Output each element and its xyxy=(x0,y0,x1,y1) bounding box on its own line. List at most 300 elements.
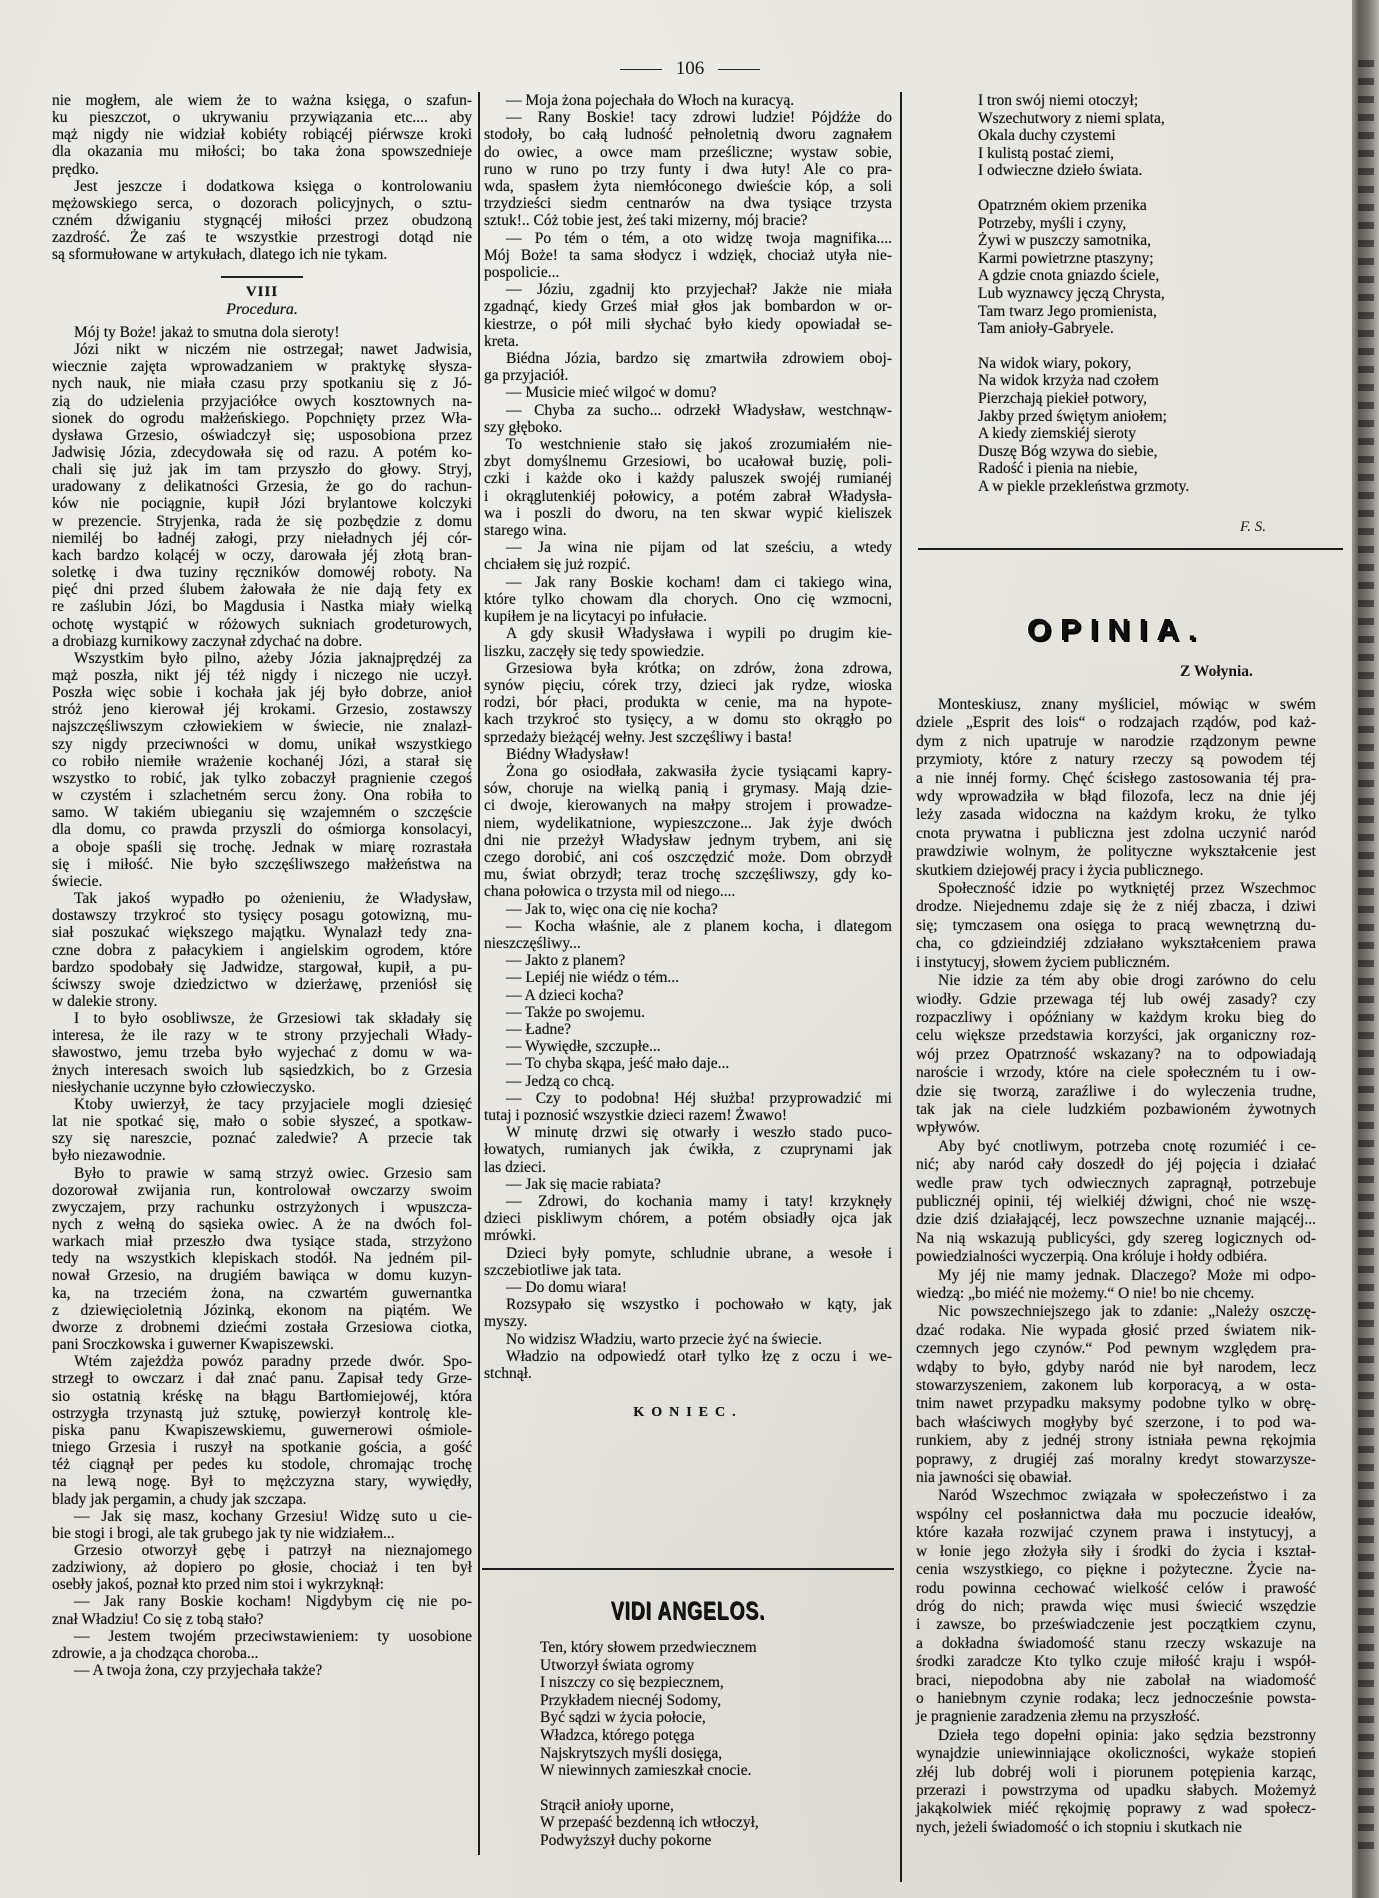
text-line: dróg do nich; prawda więc musi świecić wszędzie xyxy=(916,1597,1316,1615)
text-line: wdąby to było, gdyby naród nie był narodem, lecz xyxy=(916,1358,1316,1376)
text-line: powiedzialności wyczerpią. Ona króluje i hołdy odbiéra. xyxy=(916,1248,1268,1266)
text-line: Aby być cnotliwym, potrzeba cnotę rozumiéć i ce- xyxy=(938,1137,1316,1155)
text-line: wiedzą: „bo miéć nie możemy.“ O nie! bo nie chcemy. xyxy=(916,1285,1255,1302)
text-line: myszy. xyxy=(484,1313,528,1331)
text-line: ka, na trzeciém żona, na czwartém guwernantka xyxy=(52,1284,472,1302)
text-line: — A dzieci kocha? xyxy=(506,986,624,1004)
poem-title: VIDI ANGELOS. xyxy=(610,1597,766,1625)
poem-line: Być sądzi w życia połocie, xyxy=(540,1709,706,1727)
text-line: Nie idzie za tém aby obie drogi zarówno do celu xyxy=(938,972,1316,990)
paragraph xyxy=(484,1245,892,1279)
poem-line: I niszczy co się bezpiecznem, xyxy=(540,1674,724,1692)
text-line: Naród Wszechmoc związała w społeczeństwo i za xyxy=(938,1487,1316,1505)
text-line: I to było osobliwsze, że Grzesiowi tak składały się xyxy=(74,1010,472,1028)
text-line: braci, niepodobna aby nie zabolał na wiadomość xyxy=(916,1671,1316,1689)
poem-line: I odwieczne dzieło świata. xyxy=(978,162,1143,180)
text-line: mu, świat obrzydł; teraz trochę szczęśliwszy, gdy ko- xyxy=(484,866,892,884)
text-line: — Jestem twojém przeciwstawieniem: ty uosobione xyxy=(74,1627,472,1645)
paragraph xyxy=(52,1010,472,1096)
text-line: téż ciągnął per pedes ku stodole, chromając trochę xyxy=(52,1456,472,1474)
text-line: które tylko chowam dla chorych. Ono cię wzmocni, xyxy=(484,590,892,608)
poem-line: Lub wyznawcy jęczą Chrysta, xyxy=(978,284,1165,302)
text-line: Biédny Władysław! xyxy=(506,745,630,763)
text-line: najszczęśliwszym człowiekiem w świecie, nie znalazł- xyxy=(52,718,472,736)
text-line: dworze z drobnemi dziećmi została Grzesiowa ciotka, xyxy=(52,1318,472,1336)
text-line: i instytucyj, słowem życiem publiczném. xyxy=(916,953,1170,971)
paragraph xyxy=(484,402,892,436)
text-line: My jéj nie mamy jednak. Dlaczego? Może mi odpo- xyxy=(938,1266,1316,1284)
article-title: OPINIA. xyxy=(1026,612,1206,647)
text-line: kach trzykroć sto tysięcy, a w domu sto okrągło po xyxy=(484,711,892,729)
text-line: — Ładne? xyxy=(506,1020,571,1038)
text-line: bardzo spodobały się Jadwidze, stargował, kupił, a pu- xyxy=(52,958,472,976)
text-line: tnim nawet przypadku maksymy podobne tylko w obrę- xyxy=(916,1395,1316,1413)
text-line: wynajdzie uniewinniające okoliczności, wykaże stopień xyxy=(916,1745,1316,1763)
text-line: Tak jakoś wypadło po ożenieniu, że Władysław, xyxy=(74,890,472,908)
text-line: czki i każde oko i każdy paluszek swojéj rumianéj xyxy=(484,470,892,488)
text-line: Jest jeszcze i dodatkowa księga o kontrolowaniu xyxy=(74,177,472,195)
text-line: prawdziwie wolnym, że polityczne wykształcenie jest xyxy=(916,843,1316,861)
text-line: stróż jeno kierował jéj krokami. Grzesio, zostawszy xyxy=(52,701,472,719)
text-line: wiodły. Gdzie przewaga téj lub owéj zasady? czy xyxy=(916,990,1316,1008)
text-line: nia jawności się obawiał. xyxy=(916,1469,1072,1487)
text-line: chali się już jak im tam przyszło do głowy. Stryj, xyxy=(52,461,472,479)
paragraph xyxy=(52,341,472,650)
text-line: Nic powszechniejszego jak to zdanie: „Należy oszczę- xyxy=(938,1303,1316,1321)
poem-line: Przykładem niecnéj Sodomy, xyxy=(540,1691,722,1709)
poem-line: Ten, który słowem przedwiecznem xyxy=(540,1639,757,1656)
paragraph xyxy=(916,1267,1316,1304)
paragraph xyxy=(484,1038,892,1055)
paragraph xyxy=(484,539,892,573)
text-line: — Jak to, więc ona cię nie kocha? xyxy=(506,900,718,918)
text-line: siał poszukać większego majątku. Wynalazł tedy zna- xyxy=(52,924,472,942)
poem-stanza xyxy=(540,1639,880,1780)
paragraph xyxy=(484,436,892,539)
text-line: dziele „Esprit des lois“ o rodzajach rządów, pod każ- xyxy=(916,714,1316,732)
text-line: Grzesiowa była krótka; on zdrów, żona zdrowa, xyxy=(506,659,892,677)
text-line: Władzio na odpowiedź otarł tylko łzę z oczu i we- xyxy=(506,1347,892,1365)
text-line: zią do udzielenia przyjaciółce owych kosztownych na- xyxy=(52,392,472,410)
paragraph xyxy=(484,230,892,282)
text-line: mąż nigdy nie widział kobiéty robiącéj piérwsze kroki xyxy=(52,126,472,144)
text-line: wda, spasłem żyta niemłóconego dwieście kóp, a soli xyxy=(484,178,892,196)
text-line: — Rany Boskie! tacy zdrowi ludzie! Pójdźże do xyxy=(506,109,892,127)
text-line: re zaślubin Józi, bo Magdusia i Nastka miały wielką xyxy=(52,598,472,616)
text-line: niem, wydelikatnione, wypieszczone... Jak żyje dwóch xyxy=(484,814,892,832)
text-line: — Musicie mieć wilgoć w domu? xyxy=(506,384,717,402)
page-number-dash-right xyxy=(718,69,760,71)
paragraph xyxy=(484,918,892,952)
text-line: nował Grzesio, na drugiém bawiąca w domu kuzyn- xyxy=(52,1267,472,1285)
text-line: rodzi, bór płaci, produkta w cenie, ma na hypote- xyxy=(484,694,892,712)
text-line: — Jedzą co chcą. xyxy=(506,1072,615,1090)
paragraph xyxy=(484,1348,892,1382)
paragraph xyxy=(484,92,892,109)
text-line: Biédna Józia, bardzo się zmartwiła zdrowiem oboj- xyxy=(506,350,892,368)
chapter-number: VIII xyxy=(245,283,279,300)
text-line: Grzesio otworzył gębę i patrzył na nieznajomego xyxy=(74,1541,472,1559)
text-line: szy się nareszcie, poznać zaledwie? A przecie tak xyxy=(52,1130,472,1148)
text-line: Mój ty Boże! jakaż to smutna dola sieroty! xyxy=(74,323,340,341)
poem-line: Jakby przed świętym aniołem; xyxy=(978,407,1167,425)
text-line: drodze. Niejednemu zdaje się że z niéj zbacza, i dziwi xyxy=(916,898,1316,916)
text-line: czego dorobić, ani coś oszczędzić może. Dom obrzydł xyxy=(484,848,892,866)
text-line: łowatych, rumianych jak ćwikła, z czuprynami jak xyxy=(484,1141,892,1159)
poem-line: Opatrzném okiem przenika xyxy=(978,196,1147,214)
text-line: zazdrość. Że zaś te wszystkie przestrogi dotąd nie xyxy=(52,229,472,247)
paragraph xyxy=(484,1021,892,1038)
text-line: przymioty, które z natury rzeczy są powodem téj xyxy=(916,751,1316,769)
text-line: leży zasada widoczna na każdym kroku, że tylko xyxy=(916,806,1316,824)
text-line: To westchnienie stało się jakoś zrozumiałém nie- xyxy=(506,436,892,454)
paragraph xyxy=(484,1073,892,1090)
text-line: soletkę i dwa tuziny ręczników domowéj roboty. Na xyxy=(52,564,472,582)
text-line: mąż poszła, nikt jéj téż nigdy i niczego nie uczył. xyxy=(52,667,472,684)
paragraph xyxy=(52,1165,472,1354)
poem-line: Radość i pienia na niebie, xyxy=(978,460,1138,478)
text-line: kupiłem je na licytacyi po infułacie. xyxy=(484,608,707,626)
text-line: skutkiem dziejowéj pracy i życia publicznego. xyxy=(916,861,1204,879)
chapter-heading xyxy=(52,276,472,318)
text-line: strzegł to owczarz i dał znać panu. Zapisał tedy Grze- xyxy=(52,1370,472,1388)
text-line: ostrzygła trzynastą już sztukę, powierzył kontrolę kle- xyxy=(52,1404,472,1422)
text-line: Było to prawie w samą strzyż owiec. Grzesio sam xyxy=(74,1164,472,1182)
poem-column-middle xyxy=(540,1639,880,1867)
text-line: zadziwiony, aż dopiero po głosie, chociaż i ten był xyxy=(52,1559,472,1577)
poem-line: A gdzie cnota gniazdo ściele, xyxy=(978,267,1160,285)
page-number-text: 106 xyxy=(675,58,705,79)
text-line: dla domu, co prawda przyszli do ośmiorga konsolacyi, xyxy=(52,821,472,839)
paragraph xyxy=(484,1331,892,1348)
paragraph xyxy=(916,972,1316,1138)
poem-line: Władzca, którego potęga xyxy=(540,1726,695,1744)
text-line: — Jak się masz, kochany Grzesiu! Widzę suto u cie- xyxy=(74,1507,472,1525)
paragraph xyxy=(916,696,1316,880)
poem-line: W niewinnych zamieszkał cnocie. xyxy=(540,1762,752,1780)
text-line: warkach miał przeszło dwa tysiące stada, strzyżono xyxy=(52,1233,472,1251)
poem-stanza xyxy=(978,92,1318,180)
text-line: dzie się tworzą, zaraźliwe i do wyleczenia trudne, xyxy=(916,1082,1316,1100)
text-line: kreta. xyxy=(484,332,519,350)
text-line: się; tymczasem ona osięga to pracą wewnętrzną du- xyxy=(916,916,1316,934)
text-line: cha, co gdzieindziéj zdziałano wykształceniem prawa xyxy=(916,935,1316,953)
poem-line: Pierzchają piekieł potwory, xyxy=(978,389,1148,407)
paragraph xyxy=(484,1004,892,1021)
poem-line: I kulistą postać ziemi, xyxy=(978,144,1115,162)
text-line: cenia wszystkiego, co piękne i pożyteczne. Życie na- xyxy=(916,1561,1316,1579)
paragraph xyxy=(52,324,472,341)
chapter-title: Procedura. xyxy=(226,300,298,318)
poem-line: A w piekle przekleństwa grzmoty. xyxy=(978,477,1190,495)
text-line: i okrąglutenkiéj połowicy, a potém zabrał Władysła- xyxy=(484,487,892,505)
text-line: nieszczęśliwy... xyxy=(484,934,581,952)
paragraph xyxy=(484,1296,892,1330)
text-line: naroście i wrzody, które na ciele społeczném tu i ow- xyxy=(916,1064,1316,1082)
page-number-dash-left xyxy=(620,69,662,71)
poem-line: I tron swój niemi otoczył; xyxy=(978,92,1139,109)
text-line: trzydzieści siedm centnarów na dwa tysiące trzysta xyxy=(484,195,892,213)
text-line: nych, jeżeli świadomość o ich stopniu i skutkach nie xyxy=(916,1818,1242,1836)
text-line: na lewą nogę. Był to mężczyzna stary, wywiędły, xyxy=(52,1473,472,1491)
text-line: rozpaczliwy i opóźniany w każdym kroku bieg do xyxy=(916,1008,1316,1026)
text-line: osebły jakoś, poznał kto przed nim stoi i wykrzyknął: xyxy=(52,1576,384,1594)
text-line: Ktoby uwierzył, że tacy przyjaciele mogli dziesięć xyxy=(74,1095,472,1113)
text-line: ci dwoje, kierowanych na małpy strojem i prowadze- xyxy=(484,797,892,815)
text-line: chciałem się już rozpić. xyxy=(484,556,631,574)
text-line: kach bardzo kolącéj w oczy, darowała jéj złotą bran- xyxy=(52,546,472,564)
text-line: synów pięciu, córek trzy, dzieci jak rydze, wioska xyxy=(484,676,892,694)
paragraph xyxy=(52,890,472,1010)
paragraph xyxy=(52,1593,472,1627)
text-line: tedy na wszystkich klepiskach stodół. Na jedném pil- xyxy=(52,1250,472,1268)
poem-line: Na widok wiary, pokory, xyxy=(978,354,1132,372)
adjacent-page-bleed-text xyxy=(1358,60,1374,1860)
poem-line: Podwyższył duchy pokorne xyxy=(540,1831,712,1849)
text-line: są sformułowane w artykułach, dlatego ich nie tykam. xyxy=(52,246,388,264)
text-line: chana połowica o trzysta mil od niego.... xyxy=(484,883,736,901)
text-line: wiecznie zajęta wprowadzaniem w praktykę słysza- xyxy=(52,358,472,376)
text-line: cnota prywatna i publiczna jest zdolna uczynić naród xyxy=(916,824,1316,842)
text-line: bach właściwych mogłyby być szerzone, i to pod wa- xyxy=(916,1413,1316,1431)
text-line: Na nią wskazują publicyści, gdy szereg logicznych od- xyxy=(916,1229,1316,1247)
text-line: pospolicie... xyxy=(484,264,560,282)
text-line: interesa, że ile razy w te strony przyjechali Włady- xyxy=(52,1027,472,1045)
story-intro xyxy=(52,92,472,264)
text-line: do owiec, a owce mam prześliczne; wystaw sobie, xyxy=(484,143,892,161)
paragraph xyxy=(52,1542,472,1593)
text-line: dostawszy trzykroć sto tysięcy posagu gotowizną, mu- xyxy=(52,907,472,925)
paragraph xyxy=(484,987,892,1004)
text-line: A gdy skusił Władysława i wypili po drugim kie- xyxy=(506,625,892,643)
text-line: las dzieci. xyxy=(484,1158,546,1176)
text-line: w łonie jego złożyła siły i środki do życia i kształ- xyxy=(916,1542,1316,1560)
text-line: szczebiotliwe jak tata. xyxy=(484,1261,622,1279)
text-line: ków nie pociągnie, kupił Józi brylantowe kolczyki xyxy=(52,495,472,513)
section-separator-right xyxy=(918,548,1343,550)
story-end-mark: KONIEC. xyxy=(633,1405,743,1421)
text-line: się i miłość. Nie było szczęśliwszego małżeństwa na xyxy=(52,855,472,873)
paragraph xyxy=(52,92,472,178)
text-line: zdrowie, a ja chodząca choroba... xyxy=(52,1644,259,1662)
text-line: mężowskiego serca, o dozorach policyjnych, o sztu- xyxy=(52,194,472,212)
poem-line: Tam anioły-Gabryele. xyxy=(978,320,1114,338)
paragraph xyxy=(484,952,892,969)
text-line: wspólny cel posłannictwa dała mu poczucie ideałów, xyxy=(916,1505,1316,1523)
text-line: nić; aby naród cały doszedł do jéj pojęcia i działać xyxy=(916,1156,1316,1174)
text-line: czne dobra z pałacykiem i angielskim ogrodem, które xyxy=(52,941,472,959)
section-separator-middle xyxy=(482,1568,894,1570)
text-line: ku pieszczot, o ukrywaniu przywiązania etc.... aby xyxy=(52,109,472,127)
text-line: samo. W takiém ubieganiu się wzajemném o szczęście xyxy=(52,804,472,822)
text-line: — Ja wina nie pijam od lat sześciu, a wtedy xyxy=(506,539,892,557)
text-line: sławostwo, jemu trzeba było wyjechać z domu w wa- xyxy=(52,1044,472,1062)
paragraph xyxy=(484,660,892,746)
text-line: tutaj i poznosić wszystkie dzieci razem! Żwawo! xyxy=(484,1106,787,1124)
text-line: prędko. xyxy=(52,160,99,178)
paragraph xyxy=(484,1124,892,1176)
text-line: Dzieła tego dopełni opinia: jako sędzia bezstronny xyxy=(938,1726,1316,1744)
text-line: o haniebnym czynie rodaka; lecz jednocześnie powsta- xyxy=(916,1689,1316,1707)
paragraph xyxy=(52,1508,472,1542)
paragraph xyxy=(52,650,472,890)
text-line: Społeczność idzie po wytkniętéj przez Wszechmoc xyxy=(938,880,1316,898)
paragraph xyxy=(484,901,892,918)
paragraph xyxy=(916,1138,1316,1267)
text-line: — Zdrowi, do kochania mamy i taty! krzyknęły xyxy=(506,1193,892,1210)
text-line: lat nie spotkać się, mało o sobie słyszeć, a spotkaw- xyxy=(52,1113,472,1131)
text-line: a oboje spaśli się trochę. Jednak w miarę rozrastała xyxy=(52,838,472,856)
text-line: publicznéj opinii, téj wielkiéj dźwigni, choć nie wszę- xyxy=(916,1192,1316,1210)
text-line: było niezawodnie. xyxy=(52,1147,166,1165)
text-line: zgadnąć, kiedy Grześ miał głos jak bombardon w or- xyxy=(484,298,892,316)
text-line: wszystko to robić, jak tylko zobaczył pragnienie czegoś xyxy=(52,769,472,787)
paragraph xyxy=(484,625,892,659)
text-line: — Jak rany Boskie kocham! dam ci takiego wina, xyxy=(506,573,892,591)
story-body xyxy=(52,324,472,1679)
paragraph xyxy=(484,1279,892,1296)
paragraph xyxy=(52,1628,472,1662)
text-line: ochotę wystąpić w różowych sukniach grodeturowych, xyxy=(52,615,472,633)
poem-line: Żywi w puszczy samotnika, xyxy=(978,232,1152,250)
text-line: — Chyba za sucho... odrzekł Władysław, westchnąw- xyxy=(506,401,892,419)
text-line: dozorował zwijania run, kontrolował owczarzy swoim xyxy=(52,1181,472,1199)
text-line: blady jak pergamin, a chudy jak szczapa. xyxy=(52,1490,307,1508)
paragraph xyxy=(484,350,892,384)
text-line: — Moja żona pojechała do Włoch na kuracyą. xyxy=(506,92,795,109)
paragraph xyxy=(52,1096,472,1165)
text-line: niesłychanie uczynne było człowieczysko. xyxy=(52,1078,316,1096)
text-line: — Jak się macie rabiata? xyxy=(506,1175,661,1193)
text-line: je pragnienie zaradzenia złemu na przyszłość. xyxy=(916,1708,1201,1726)
text-line: w prezencie. Stryjenka, rada że się pozbędzie z domu xyxy=(52,512,472,530)
text-line: szy głęboko. xyxy=(484,418,563,436)
text-line: szy nigdy przeciwności w domu, unikał wszystkiego xyxy=(52,735,472,753)
text-line: Jadwisię Józia, zdecydowała się od razu. A potém ko- xyxy=(52,443,472,461)
text-line: dni nie przeżył Władysław jednym trybem, ani się xyxy=(484,831,892,849)
text-line: czemnych jego czynów.“ Pod pewnym względem pra- xyxy=(916,1340,1316,1358)
text-line: tak jak na ciele ludzkiém pozbawioném żywotnych xyxy=(916,1100,1316,1118)
poem-line: W przepaść bezdenną ich wtłoczył, xyxy=(540,1814,759,1832)
text-line: — Kocha właśnie, ale z planem kocha, i dlategom xyxy=(506,917,892,935)
text-line: No widzisz Władziu, warto przecie żyć na świecie. xyxy=(506,1330,823,1348)
text-line: znał Władziu! Co się z tobą stało? xyxy=(52,1610,264,1628)
text-line: a drobiazg kurnikowy zaczynał zdychać na dobre. xyxy=(52,632,363,650)
text-line: sio ostatnią kréskę na błągu Bartłomiejowéj, która xyxy=(52,1387,472,1405)
text-line: Rozsypało się wszystko i pochowało w kąty, jak xyxy=(506,1296,892,1314)
text-line: rodu powinna cechować wielkość celów i prawość xyxy=(916,1579,1316,1597)
poem-line: Potrzeby, myśli i czyny, xyxy=(978,214,1127,232)
text-line: stodoły, bo całą ludność pełnoletnią dworu zagnałem xyxy=(484,126,892,144)
text-line: zwyczajem, przy rachunku ostrzyżonych i wpuszcza- xyxy=(52,1198,472,1216)
text-line: uradowany z delikatności Grzesia, że go do rachun- xyxy=(52,478,472,496)
text-line: Józi nikt w niczém nie ostrzegał; nawet Jadwisia, xyxy=(74,341,472,359)
text-line: — Także po swojemu. xyxy=(506,1003,645,1021)
poem-stanza xyxy=(978,355,1318,496)
text-line: ściwszy swoje dziedzictwo w dzierżawę, przeniósł się xyxy=(52,975,472,993)
paragraph xyxy=(484,109,892,229)
poem-line: Duszę Bóg wzywa do siebie, xyxy=(978,442,1158,460)
text-line: niemiléj bo ładnéj załogi, przy nieładnych jéj cór- xyxy=(52,529,472,547)
text-line: liszku, zaczęły się tedy spowiedzie. xyxy=(484,642,705,660)
column-divider-left xyxy=(478,92,480,1855)
paragraph xyxy=(484,1090,892,1124)
text-line: Monteskiusz, znany myśliciel, mówiąc w swém xyxy=(938,696,1316,713)
text-line: dzać rodaka. Nie wypada głosić przed światem nik- xyxy=(916,1321,1316,1339)
poem-line: Strącił anioły uporne, xyxy=(540,1796,674,1814)
text-line: — Jak rany Boskie kocham! Nigdybym cię nie po- xyxy=(74,1593,472,1611)
text-line: żnych interesach swoich lub sąsiedzkich, bo z Grzesia xyxy=(52,1061,472,1079)
poem-line: Wszechutwory z niemi splata, xyxy=(978,109,1165,127)
poem-column-right xyxy=(978,92,1318,512)
text-line: sów, choruje na wielką panią i grymasy. Mają dzie- xyxy=(484,780,892,798)
paragraph xyxy=(52,1353,472,1507)
text-line: Wszystkim było pilno, ażeby Józia jaknajprędzéj za xyxy=(74,649,472,667)
text-line: piska panu Kwapiszewskiemu, guwernerowi ośmiole- xyxy=(52,1421,472,1439)
paragraph xyxy=(52,1662,472,1679)
paragraph xyxy=(916,1727,1316,1837)
text-line: ga przyjaciół. xyxy=(484,367,569,385)
text-line: pięć dni przed ślubem żałowała że nie dają fety ex xyxy=(52,581,472,599)
text-line: — Wywiędłe, szczupłe... xyxy=(506,1038,661,1056)
poem-line: Utworzył świata ogromy xyxy=(540,1656,695,1674)
poem-line: Na widok krzyża nad czołem xyxy=(978,372,1159,390)
text-line: Poszła więc sobie i kochała jak jéj było dobrze, anioł xyxy=(52,684,472,702)
text-line: nych nauk, nie miała czasu przy spotkaniu się z Jó- xyxy=(52,375,472,393)
text-line: Wtém zajeżdża powóz paradny przede dwór. Spo- xyxy=(74,1353,472,1371)
paragraph xyxy=(484,1055,892,1072)
poem-line: Najskrytszych myśli dosięga, xyxy=(540,1744,723,1762)
text-line: kiestrze, o pół mili słychać było kiedy opowiadał se- xyxy=(484,315,892,333)
text-line: czném dźwiganiu stygnącéj miłości przez obudzoną xyxy=(52,212,472,230)
text-line: mrówki. xyxy=(484,1227,537,1245)
paragraph xyxy=(916,1487,1316,1726)
text-line: jakąkolwiek miéć rękojmię poprawy z wad społecz- xyxy=(916,1800,1316,1818)
text-line: środki zaradcze Kto tylko czuje miłość kraju i współ- xyxy=(916,1653,1316,1671)
paragraph xyxy=(916,880,1316,972)
text-line: nie mogłem, ale wiem że to ważna księga, o szafun- xyxy=(52,92,472,109)
poem-signature: F. S. xyxy=(1240,519,1266,535)
text-line: złéj lub dobréj woli i piorunem potępienia karząc, xyxy=(916,1763,1316,1781)
paragraph xyxy=(484,384,892,401)
text-line: — Jakto z planem? xyxy=(506,952,626,970)
text-line: a dokładna świadomość stanu rzeczy wskazuje na xyxy=(916,1634,1316,1652)
text-line: — Czy to podobna! Héj służba! przyprowadzić mi xyxy=(506,1089,892,1107)
page-number xyxy=(600,58,780,80)
story-column-middle xyxy=(484,92,892,1421)
text-line: dzie dziś działającéj, lecz powszechne uznanie mającéj... xyxy=(916,1211,1316,1229)
text-line: dysława Grzesio, oświadczył się; usposobiona przez xyxy=(52,426,472,444)
text-line: dym z nich upatruje w narodzie rządzonym pewne xyxy=(916,732,1316,750)
text-line: poprawy, z drugiéj zaś moralny kredyt stowarzysze- xyxy=(916,1450,1316,1468)
text-line: sprzedaży bieżącéj wełny. Jest szczęśliwy i basta! xyxy=(484,728,793,746)
text-line: stchnął. xyxy=(484,1365,532,1383)
text-line: sionek do ogrodu małżeńskiego. Popchnięty przez Wła- xyxy=(52,409,472,427)
text-line: wpływów. xyxy=(916,1119,981,1137)
column-divider-right xyxy=(900,92,902,1882)
text-line: Żona go osiodłała, zakwasiła życie tysiącami kapry- xyxy=(506,762,892,780)
text-line: Dzieci były pomyte, schludnie ubrane, a wesołe i xyxy=(506,1244,892,1262)
paragraph xyxy=(916,1303,1316,1487)
text-line: z dziewięcioletnią Józinką, ekonom na piątém. We xyxy=(52,1301,472,1319)
text-line: stowarzyszeniem, zakonem lub korporacyą, a w osta- xyxy=(916,1377,1316,1395)
text-line: W minutę drzwi się otwarły i weszło stado puco- xyxy=(506,1124,892,1142)
text-line: dzieci piskliwym chórem, a potém obsiadły ojca jak xyxy=(484,1210,892,1228)
text-line: zbyt domyślnemu Grzesiowi, bo ucałował buzię, poli- xyxy=(484,453,892,471)
text-line: przerazi i powstrzyma od upadku słabych. Możemyż xyxy=(916,1781,1316,1799)
text-line: sztuk!.. Cóż tobie jest, żeś taki mizerny, mój bracie? xyxy=(484,212,808,230)
paragraph xyxy=(484,1176,892,1193)
